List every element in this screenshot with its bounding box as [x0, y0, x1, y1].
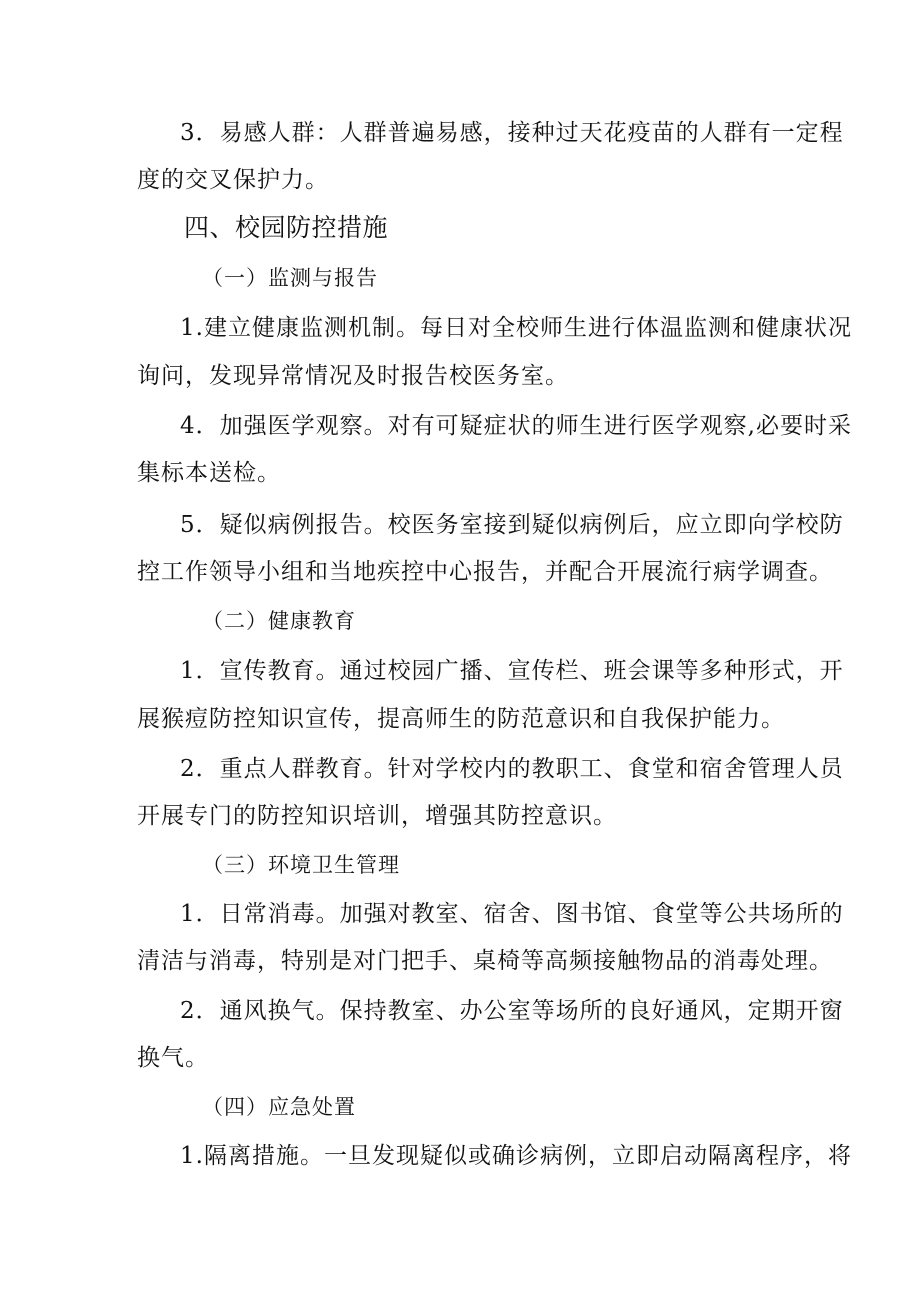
paragraph-monitoring-line2: 询问，发现异常情况及时报告校医务室。: [137, 363, 569, 389]
subheading-emergency: （四）应急处置: [202, 1095, 356, 1119]
paragraph-observation-line1: 4．加强医学观察。对有可疑症状的师生进行医学观察,必要时采: [180, 413, 852, 439]
paragraph-key-groups-line2: 开展专门的防控知识培训，增强其防控意识。: [137, 803, 617, 829]
subheading-health-education: （二）健康教育: [202, 609, 356, 633]
paragraph-key-groups-line1: 2．重点人群教育。针对学校内的教职工、食堂和宿舍管理人员: [180, 756, 844, 782]
subheading-environment: （三）环境卫生管理: [202, 853, 400, 877]
subheading-monitoring: （一）监测与报告: [202, 266, 378, 290]
paragraph-disinfection-line2: 清洁与消毒，特别是对门把手、桌椅等高频接触物品的消毒处理。: [137, 948, 833, 974]
paragraph-monitoring-line1: 1.建立健康监测机制。每日对全校师生进行体温监测和健康状况: [180, 315, 852, 341]
paragraph-publicity-line1: 1．宣传教育。通过校园广播、宣传栏、班会课等多种形式，开: [180, 658, 844, 684]
paragraph-susceptible-line1: 3．易感人群：人群普遍易感，接种过天花疫苗的人群有一定程: [180, 120, 844, 146]
paragraph-isolation-line1: 1.隔离措施。一旦发现疑似或确诊病例，立即启动隔离程序，将: [180, 1143, 852, 1169]
paragraph-disinfection-line1: 1．日常消毒。加强对教室、宿舍、图书馆、食堂等公共场所的: [180, 901, 844, 927]
paragraph-susceptible-line2: 度的交叉保护力。: [137, 167, 329, 193]
section-heading: 四、校园防控措施: [184, 213, 389, 242]
paragraph-suspected-line1: 5．疑似病例报告。校医务室接到疑似病例后，应立即向学校防: [180, 512, 844, 538]
paragraph-observation-line2: 集标本送检。: [137, 460, 281, 486]
paragraph-ventilation-line2: 换气。: [137, 1045, 209, 1071]
paragraph-suspected-line2: 控工作领导小组和当地疾控中心报告，并配合开展流行病学调查。: [137, 559, 833, 585]
paragraph-ventilation-line1: 2．通风换气。保持教室、办公室等场所的良好通风，定期开窗: [180, 998, 844, 1024]
paragraph-publicity-line2: 展猴痘防控知识宣传，提高师生的防范意识和自我保护能力。: [137, 706, 785, 732]
